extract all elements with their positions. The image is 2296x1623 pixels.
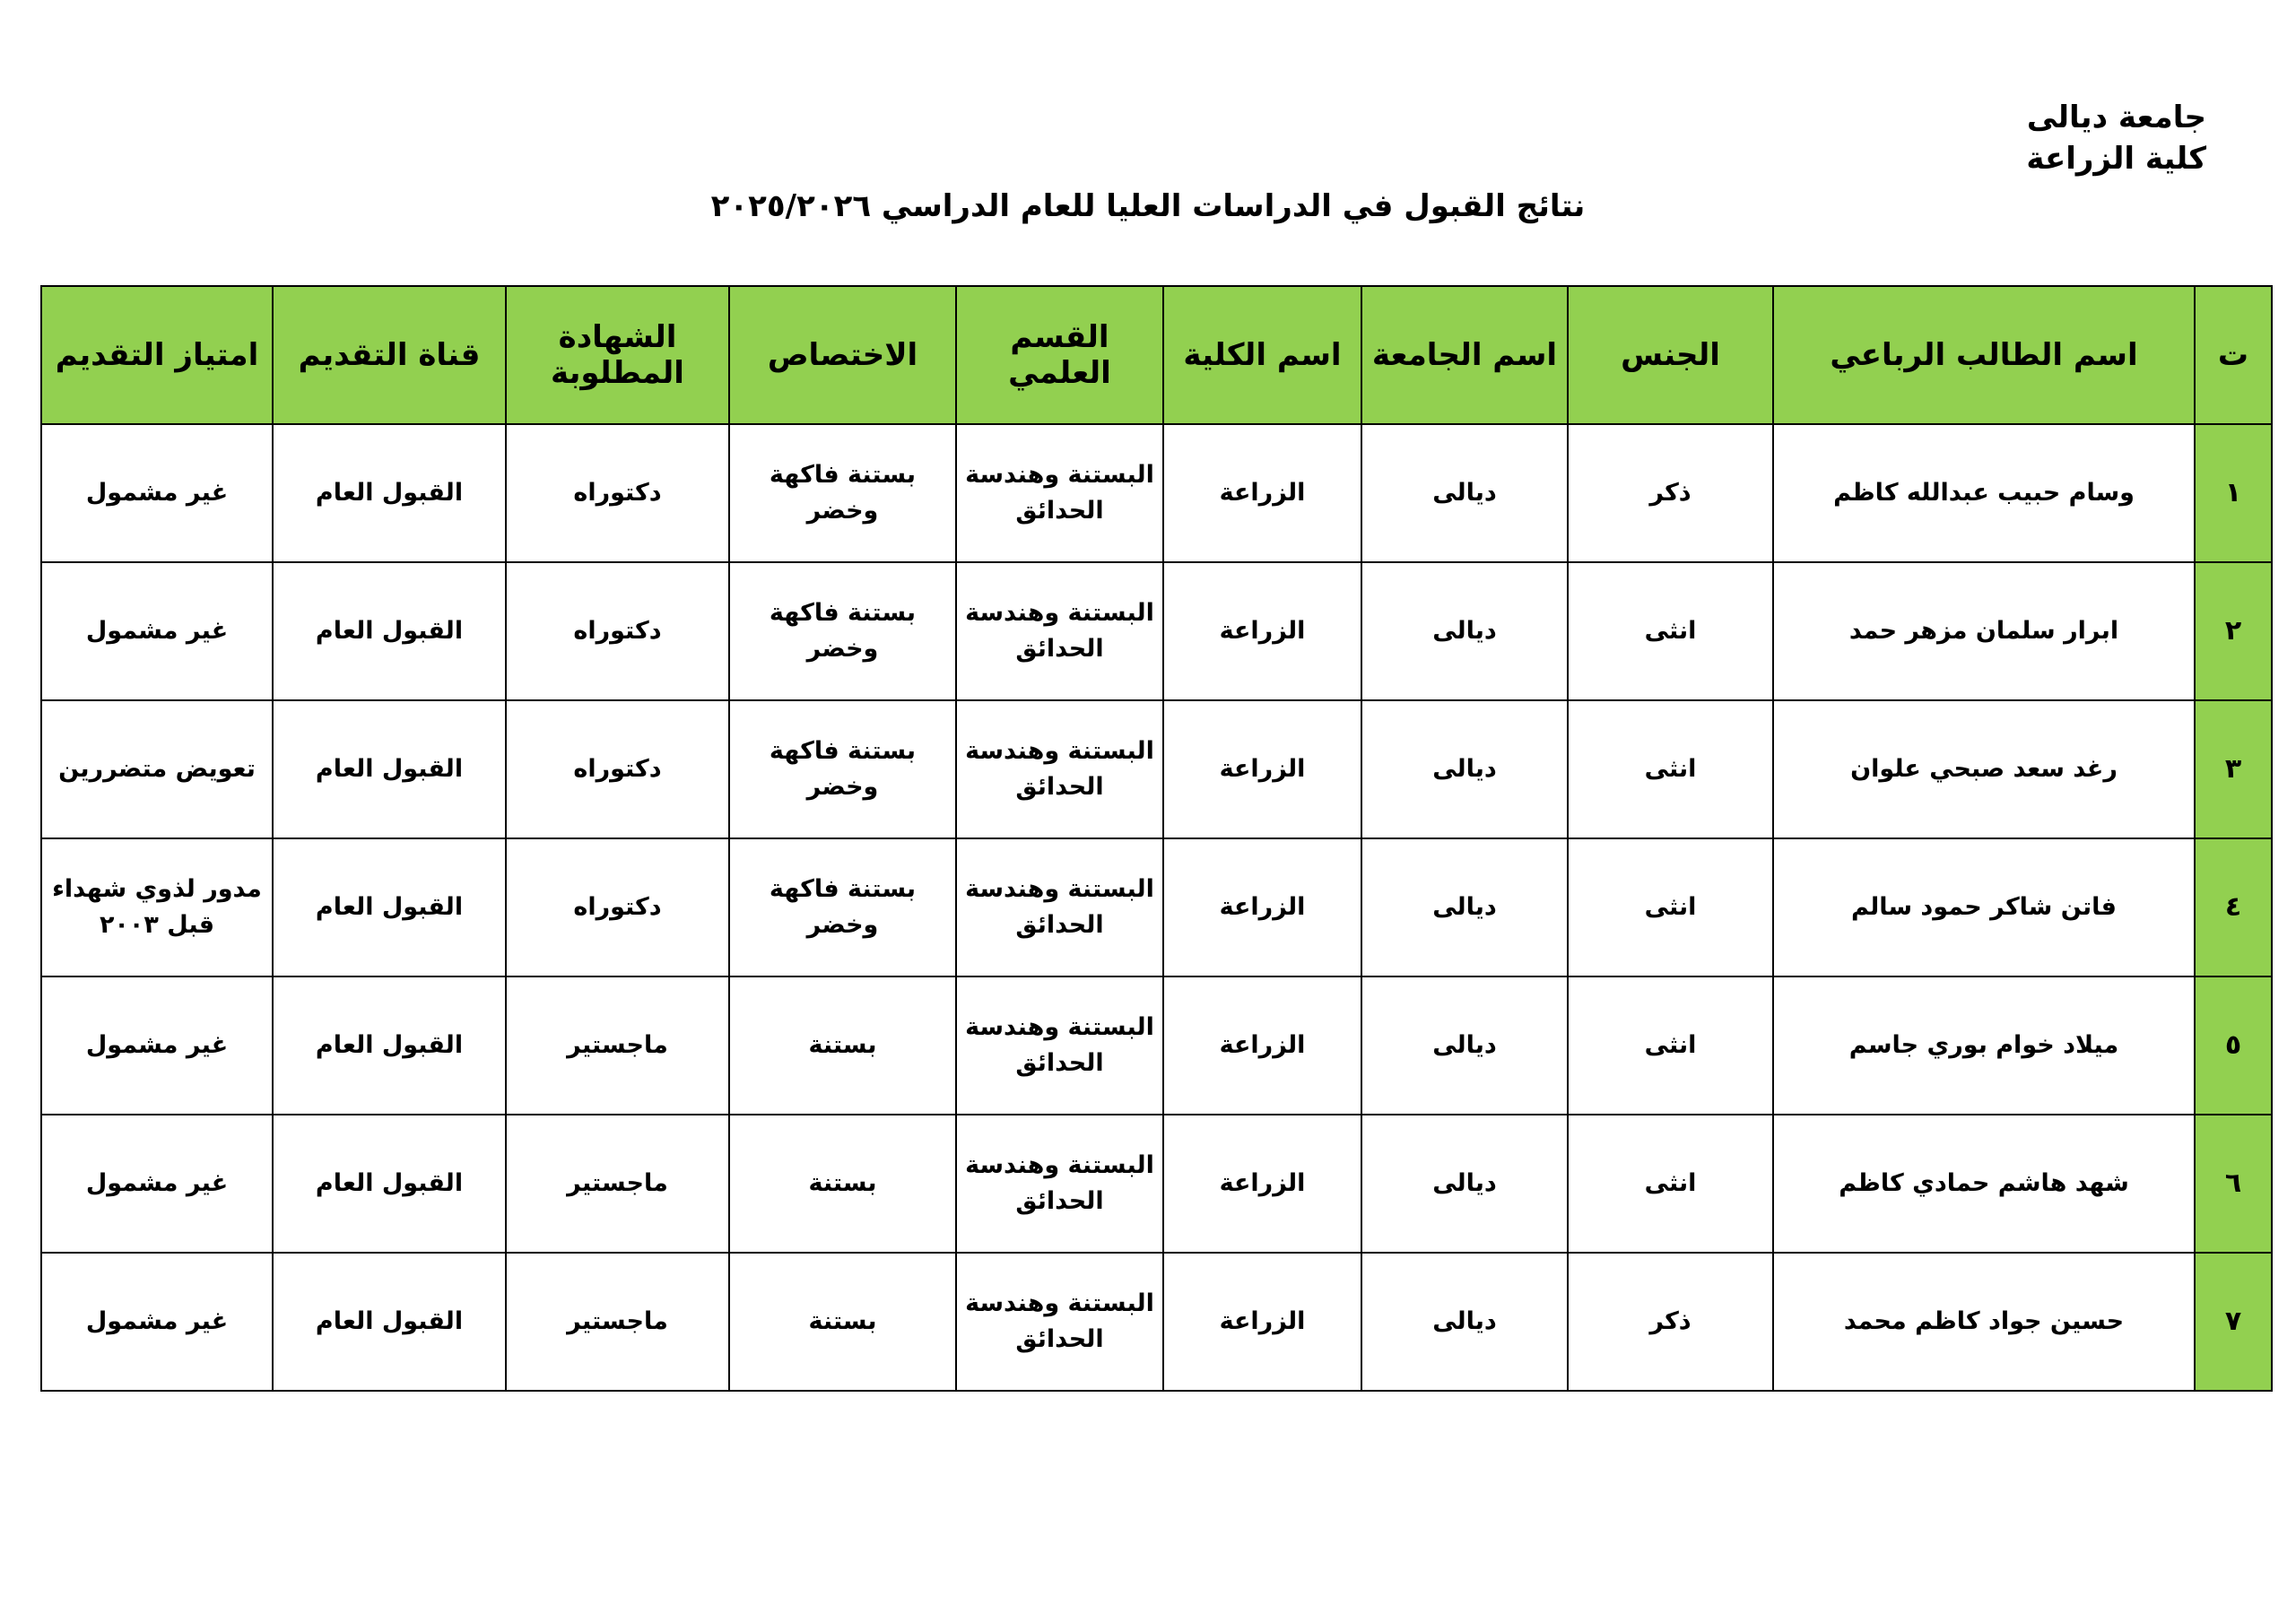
department: البستنة وهندسة الحدائق: [956, 1115, 1163, 1253]
college: الزراعة: [1163, 562, 1361, 700]
department: البستنة وهندسة الحدائق: [956, 838, 1163, 976]
column-header-university: اسم الجامعة: [1361, 286, 1568, 424]
table-row: [41, 562, 2272, 700]
student-name: حسين جواد كاظم محمد: [1773, 1253, 2195, 1391]
admission-results-table: [40, 285, 2273, 1392]
college: الزراعة: [1163, 424, 1361, 562]
specialization: بستنة فاكهة وخضر: [729, 562, 956, 700]
university: ديالى: [1361, 700, 1568, 838]
student-name: فاتن شاكر حمود سالم: [1773, 838, 2195, 976]
student-name: ابرار سلمان مزهر حمد: [1773, 562, 2195, 700]
degree: ماجستير: [506, 976, 729, 1115]
college: الزراعة: [1163, 838, 1361, 976]
department: البستنة وهندسة الحدائق: [956, 700, 1163, 838]
application-channel: القبول العام: [273, 838, 506, 976]
specialization: بستنة: [729, 976, 956, 1115]
college: الزراعة: [1163, 976, 1361, 1115]
university: ديالى: [1361, 1115, 1568, 1253]
application-privilege: غير مشمول: [41, 1115, 273, 1253]
application-privilege: غير مشمول: [41, 424, 273, 562]
table-row: [41, 976, 2272, 1115]
table-row: [41, 424, 2272, 562]
column-header-college: اسم الكلية: [1163, 286, 1361, 424]
application-privilege: غير مشمول: [41, 976, 273, 1115]
column-header-specialization: الاختصاص: [729, 286, 956, 424]
gender: انثى: [1568, 1115, 1773, 1253]
row-index: ٥: [2195, 976, 2272, 1115]
row-index: ٣: [2195, 700, 2272, 838]
application-channel: القبول العام: [273, 700, 506, 838]
specialization: بستنة فاكهة وخضر: [729, 424, 956, 562]
application-privilege: تعويض متضررين: [41, 700, 273, 838]
application-privilege: غير مشمول: [41, 1253, 273, 1391]
college: الزراعة: [1163, 700, 1361, 838]
specialization: بستنة: [729, 1115, 956, 1253]
department: البستنة وهندسة الحدائق: [956, 976, 1163, 1115]
application-channel: القبول العام: [273, 424, 506, 562]
gender: ذكر: [1568, 1253, 1773, 1391]
row-index: ٧: [2195, 1253, 2272, 1391]
university: ديالى: [1361, 838, 1568, 976]
degree: دكتوراه: [506, 700, 729, 838]
specialization: بستنة: [729, 1253, 956, 1391]
page-title: نتائج القبول في الدراسات العليا للعام الدراسي ٢٠٢٥/٢٠٢٦: [710, 188, 1586, 224]
specialization: بستنة فاكهة وخضر: [729, 700, 956, 838]
gender: انثى: [1568, 976, 1773, 1115]
college: الزراعة: [1163, 1253, 1361, 1391]
application-channel: القبول العام: [273, 562, 506, 700]
student-name: وسام حبيب عبدالله كاظم: [1773, 424, 2195, 562]
university: ديالى: [1361, 976, 1568, 1115]
column-header-degree: الشهادة المطلوبة: [506, 286, 729, 424]
university: ديالى: [1361, 1253, 1568, 1391]
column-header-gender: الجنس: [1568, 286, 1773, 424]
gender: ذكر: [1568, 424, 1773, 562]
row-index: ٢: [2195, 562, 2272, 700]
college-name: كلية الزراعة: [2026, 141, 2206, 177]
column-header-privilege: امتياز التقديم: [41, 286, 273, 424]
department: البستنة وهندسة الحدائق: [956, 1253, 1163, 1391]
gender: انثى: [1568, 700, 1773, 838]
degree: دكتوراه: [506, 424, 729, 562]
table-row: [41, 700, 2272, 838]
column-header-student-name: اسم الطالب الرباعي: [1773, 286, 2195, 424]
gender: انثى: [1568, 562, 1773, 700]
table-row: [41, 838, 2272, 976]
row-index: ١: [2195, 424, 2272, 562]
college: الزراعة: [1163, 1115, 1361, 1253]
degree: دكتوراه: [506, 838, 729, 976]
row-index: ٤: [2195, 838, 2272, 976]
column-header-index: ت: [2195, 286, 2272, 424]
application-privilege: غير مشمول: [41, 562, 273, 700]
column-header-channel: قناة التقديم: [273, 286, 506, 424]
row-index: ٦: [2195, 1115, 2272, 1253]
application-channel: القبول العام: [273, 1253, 506, 1391]
degree: ماجستير: [506, 1253, 729, 1391]
department: البستنة وهندسة الحدائق: [956, 562, 1163, 700]
university: ديالى: [1361, 424, 1568, 562]
table-row: [41, 1115, 2272, 1253]
student-name: رغد سعد صبحي علوان: [1773, 700, 2195, 838]
table-row: [41, 1253, 2272, 1391]
gender: انثى: [1568, 838, 1773, 976]
table-header-row: [41, 286, 2272, 424]
document-header: [2026, 97, 2206, 179]
degree: دكتوراه: [506, 562, 729, 700]
application-privilege: مدور لذوي شهداء قبل ٢٠٠٣: [41, 838, 273, 976]
column-header-department: القسم العلمي: [956, 286, 1163, 424]
department: البستنة وهندسة الحدائق: [956, 424, 1163, 562]
application-channel: القبول العام: [273, 976, 506, 1115]
university-name: جامعة ديالى: [2026, 100, 2206, 135]
application-channel: القبول العام: [273, 1115, 506, 1253]
student-name: شهد هاشم حمادي كاظم: [1773, 1115, 2195, 1253]
university: ديالى: [1361, 562, 1568, 700]
degree: ماجستير: [506, 1115, 729, 1253]
student-name: ميلاد خوام بوري جاسم: [1773, 976, 2195, 1115]
specialization: بستنة فاكهة وخضر: [729, 838, 956, 976]
